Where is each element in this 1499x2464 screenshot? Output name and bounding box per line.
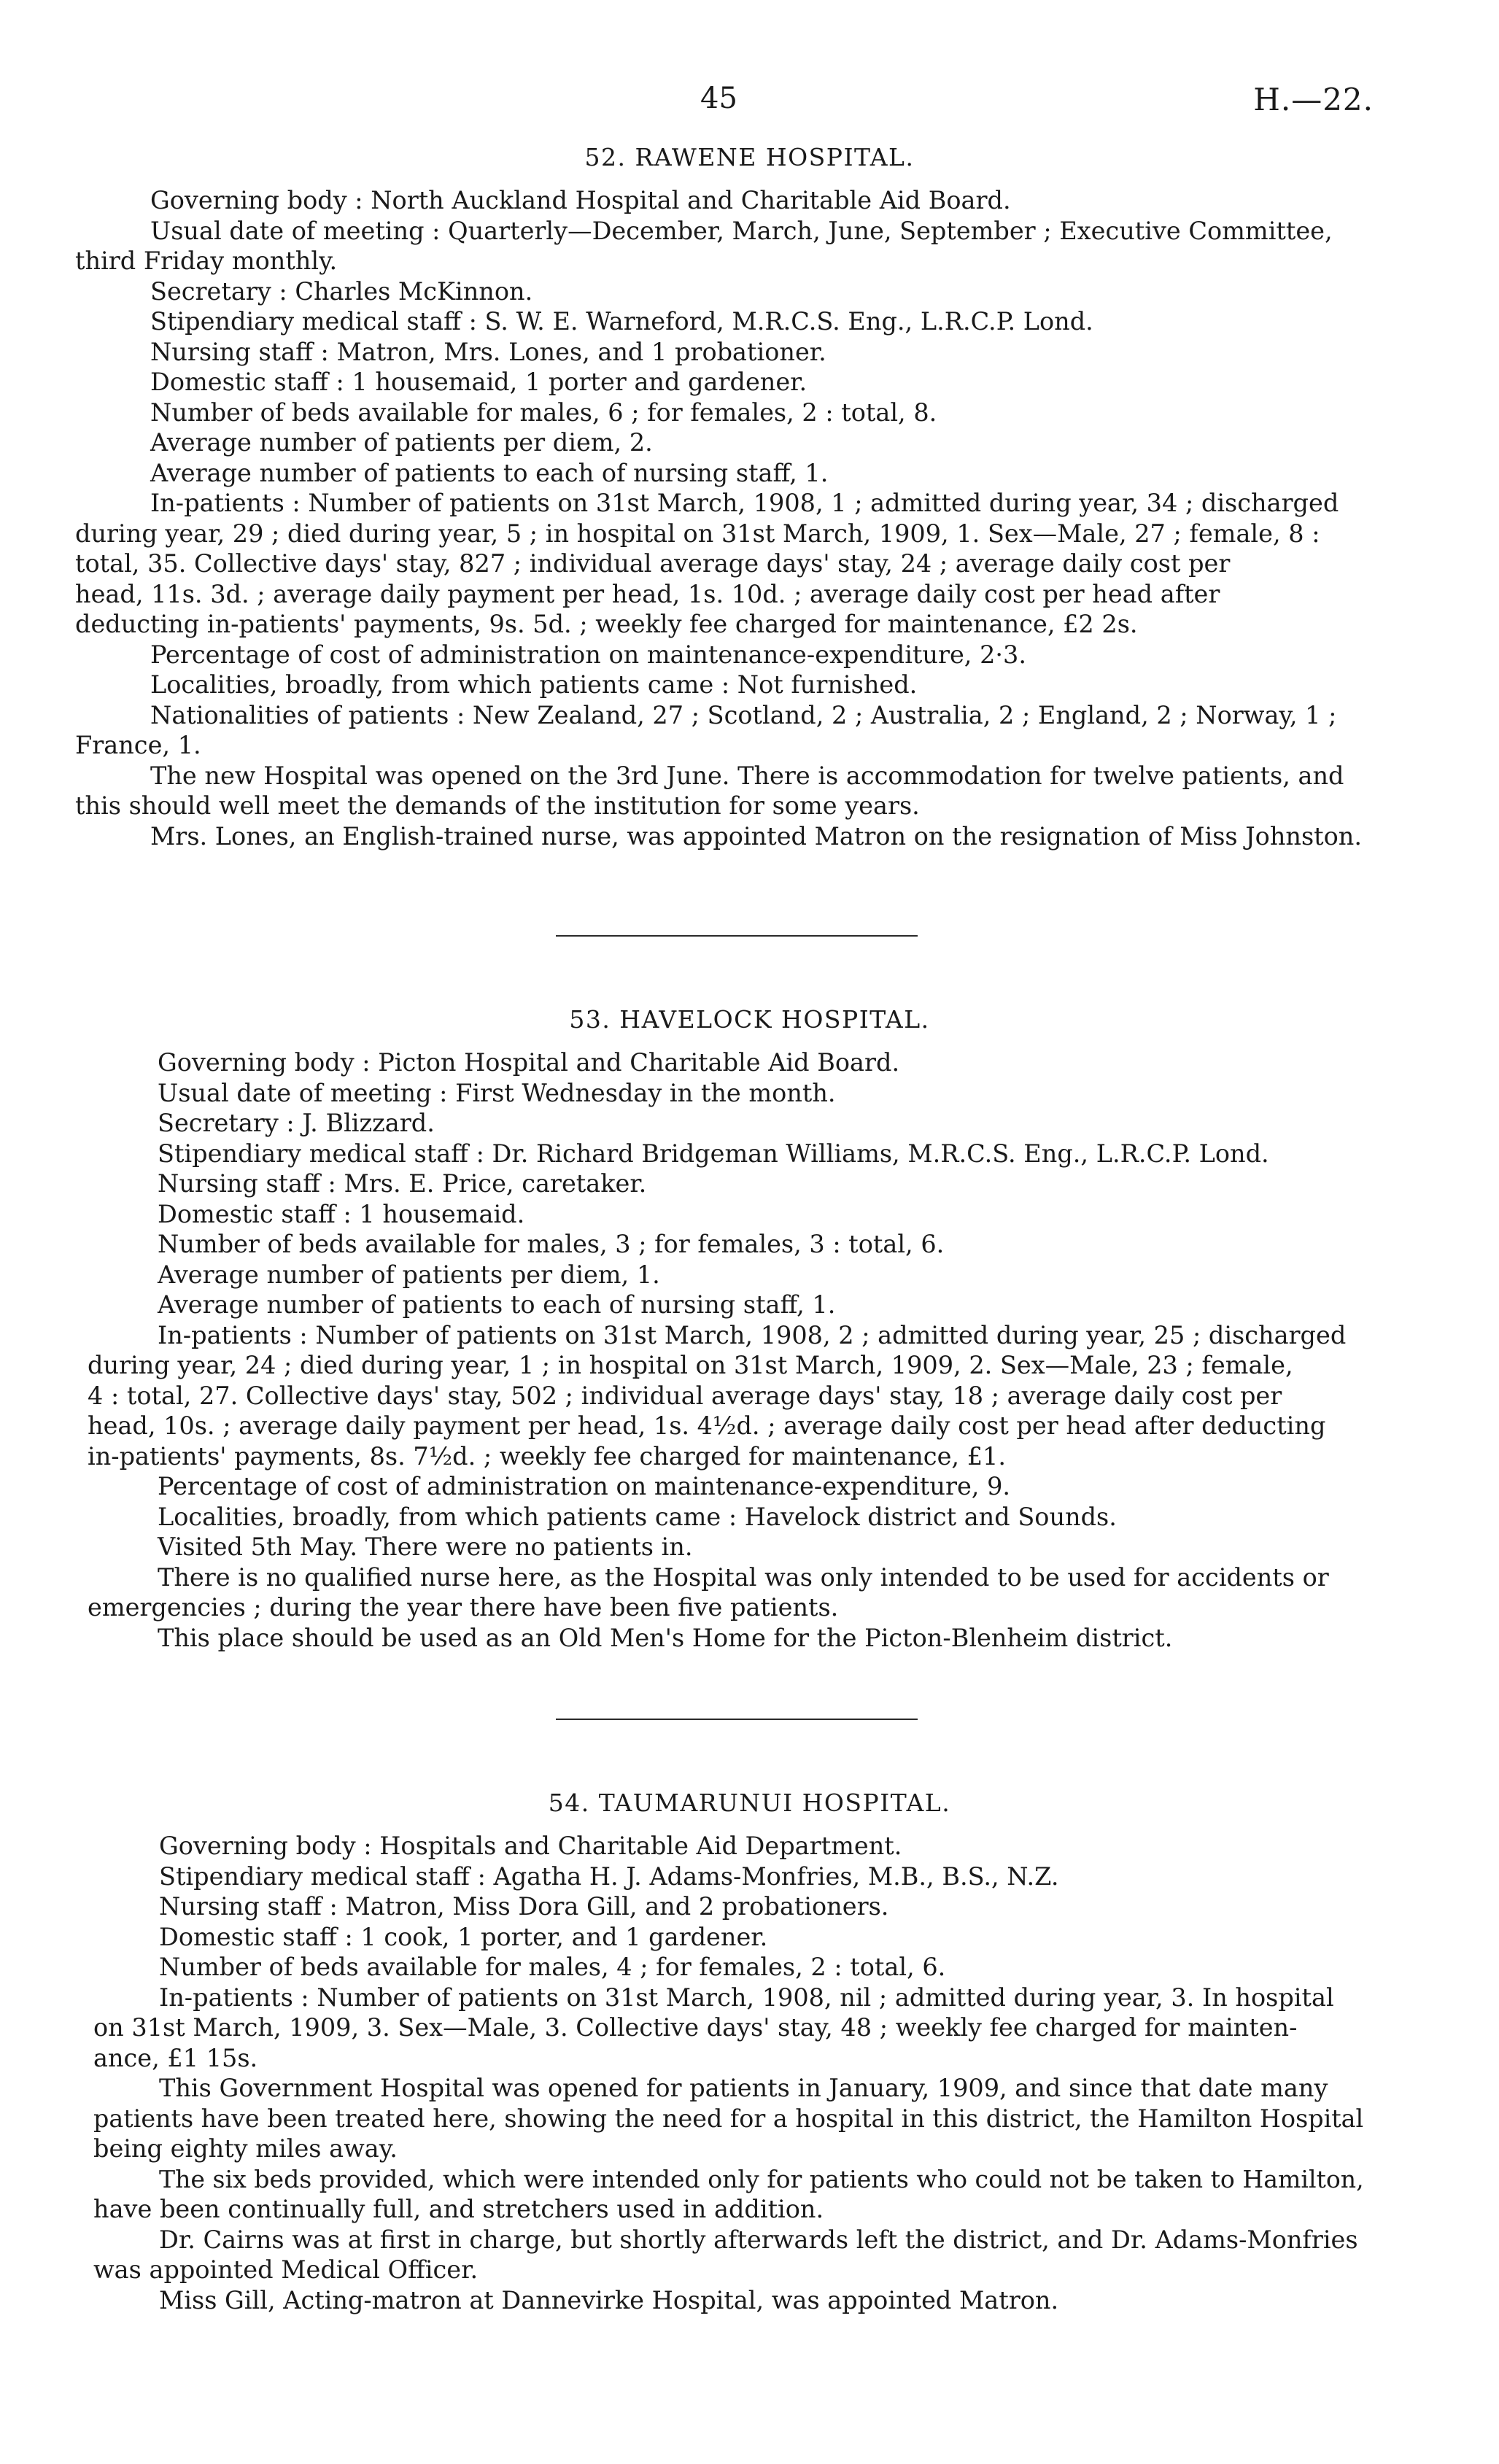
text-line: Mrs. Lones, an English-trained nurse, was appointed Matron on the resignation of Miss Johnston. xyxy=(150,821,1363,851)
text-line: Localities, broadly, from which patients came : Havelock district and Sounds. xyxy=(158,1502,1117,1531)
text-line: Visited 5th May. There were no patients in. xyxy=(158,1533,693,1561)
text-line: France, 1. xyxy=(75,731,201,759)
text-line: this should well meet the demands of the institution for some years. xyxy=(75,791,920,820)
text-line: Usual date of meeting : Quarterly—December, March, June, September ; Executive Committee, xyxy=(150,216,1333,245)
section-title: 52. RAWENE HOSPITAL. xyxy=(584,143,915,171)
page-number: 45 xyxy=(700,82,737,115)
text-line: Average number of patients to each of nursing staff, 1. xyxy=(150,458,829,487)
text-line: In-patients : Number of patients on 31st March, 1908, nil ; admitted during year, 3. In hospital xyxy=(159,1983,1334,2012)
section-body xyxy=(0,185,1499,851)
document-code: H.—22. xyxy=(1253,82,1374,117)
text-line: patients have been treated here, showing the need for a hospital in this district, the Hamilton Hospital xyxy=(93,2104,1364,2133)
text-line: Domestic staff : 1 cook, 1 porter, and 1 gardener. xyxy=(159,1922,768,1951)
text-line: Nursing staff : Matron, Miss Dora Gill, and 2 probationers. xyxy=(159,1892,889,1921)
text-line: Number of beds available for males, 6 ; for females, 2 : total, 8. xyxy=(150,398,937,427)
text-line: Percentage of cost of administration on maintenance-expenditure, 2·3. xyxy=(150,640,1027,669)
text-line: The new Hospital was opened on the 3rd June. There is accommodation for twelve patients, and xyxy=(150,761,1344,790)
text-line: being eighty miles away. xyxy=(93,2134,398,2163)
text-line: total, 35. Collective days' stay, 827 ; individual average days' stay, 24 ; average daily cost per xyxy=(75,549,1231,578)
text-line: This Government Hospital was opened for patients in January, 1909, and since that date many xyxy=(159,2074,1328,2102)
text-line: ance, £1 15s. xyxy=(93,2043,258,2072)
section-title: 54. TAUMARUNUI HOSPITAL. xyxy=(548,1789,951,1817)
text-line: Governing body : Hospitals and Charitable Aid Department. xyxy=(159,1832,902,1860)
text-line: Domestic staff : 1 housemaid. xyxy=(158,1199,525,1228)
text-line: on 31st March, 1909, 3. Sex—Male, 3. Collective days' stay, 48 ; weekly fee charged for mainten- xyxy=(93,2013,1298,2042)
text-line: deducting in-patients' payments, 9s. 5d. ; weekly fee charged for maintenance, £2 2s. xyxy=(75,610,1138,638)
text-line: 4 : total, 27. Collective days' stay, 502 ; individual average days' stay, 18 ; average daily cost per xyxy=(88,1381,1282,1410)
text-line: third Friday monthly. xyxy=(75,247,338,275)
text-line: Percentage of cost of administration on maintenance-expenditure, 9. xyxy=(158,1472,1011,1500)
section-body xyxy=(0,1047,1499,1653)
text-line: Miss Gill, Acting-matron at Dannevirke Hospital, was appointed Matron. xyxy=(159,2285,1059,2314)
text-line: Average number of patients to each of nursing staff, 1. xyxy=(158,1290,836,1319)
section-divider xyxy=(556,1719,918,1720)
text-line: head, 10s. ; average daily payment per head, 1s. 4½d. ; average daily cost per head after deducting xyxy=(88,1411,1326,1440)
text-line: Nursing staff : Mrs. E. Price, caretaker. xyxy=(158,1169,647,1198)
section-divider xyxy=(556,935,918,937)
text-line: emergencies ; during the year there have been five patients. xyxy=(88,1593,839,1622)
text-line: Localities, broadly, from which patients came : Not furnished. xyxy=(150,670,918,699)
text-line: have been continually full, and stretchers used in addition. xyxy=(93,2195,824,2223)
text-line: Average number of patients per diem, 1. xyxy=(158,1260,660,1289)
text-line: was appointed Medical Officer. xyxy=(93,2255,479,2284)
text-line: Usual date of meeting : First Wednesday in the month. xyxy=(158,1078,836,1107)
text-line: The six beds provided, which were intended only for patients who could not be taken to Hamilton, xyxy=(159,2164,1364,2193)
text-line: Nursing staff : Matron, Mrs. Lones, and 1 probationer. xyxy=(150,337,826,366)
text-line: Average number of patients per diem, 2. xyxy=(150,428,653,457)
text-line: Stipendiary medical staff : Agatha H. J. Adams-Monfries, M.B., B.S., N.Z. xyxy=(159,1861,1059,1891)
text-line: In-patients : Number of patients on 31st March, 1908, 1 ; admitted during year, 34 ; discharged xyxy=(150,489,1339,517)
text-line: There is no qualified nurse here, as the Hospital was only intended to be used for accidents or xyxy=(158,1562,1329,1592)
section-title: 53. HAVELOCK HOSPITAL. xyxy=(569,1005,930,1034)
text-line: In-patients : Number of patients on 31st March, 1908, 2 ; admitted during year, 25 ; discharged xyxy=(158,1320,1347,1349)
section-body xyxy=(0,1831,1499,2315)
text-line: Governing body : North Auckland Hospital and Charitable Aid Board. xyxy=(150,186,1011,214)
page-header xyxy=(0,82,1499,125)
text-line: during year, 24 ; died during year, 1 ; in hospital on 31st March, 1909, 2. Sex—Male, 23 ; female, xyxy=(88,1351,1293,1379)
text-line: Stipendiary medical staff : Dr. Richard Bridgeman Williams, M.R.C.S. Eng., L.R.C.P. Lond. xyxy=(158,1139,1269,1168)
text-line: Dr. Cairns was at first in charge, but shortly afterwards left the district, and Dr. Adams-Monfries xyxy=(159,2225,1358,2254)
text-line: This place should be used as an Old Men's Home for the Picton-Blenheim district. xyxy=(158,1623,1173,1652)
text-line: Stipendiary medical staff : S. W. E. Warneford, M.R.C.S. Eng., L.R.C.P. Lond. xyxy=(150,307,1093,336)
text-line: Domestic staff : 1 housemaid, 1 porter and gardener. xyxy=(150,368,807,396)
text-line: Governing body : Picton Hospital and Charitable Aid Board. xyxy=(158,1048,900,1077)
text-line: Nationalities of patients : New Zealand, 27 ; Scotland, 2 ; Australia, 2 ; England, 2 ; Norway, 1 ; xyxy=(150,700,1337,729)
text-line: Secretary : Charles McKinnon. xyxy=(150,276,533,306)
text-line: Number of beds available for males, 4 ; for females, 2 : total, 6. xyxy=(159,1953,946,1981)
text-line: Number of beds available for males, 3 ; for females, 3 : total, 6. xyxy=(158,1230,945,1258)
text-line: during year, 29 ; died during year, 5 ; in hospital on 31st March, 1909, 1. Sex—Male, 27 ; female, 8 : xyxy=(75,519,1320,548)
text-line: Secretary : J. Blizzard. xyxy=(158,1109,435,1137)
text-line: head, 11s. 3d. ; average daily payment per head, 1s. 10d. ; average daily cost per head after xyxy=(75,579,1220,608)
text-line: in-patients' payments, 8s. 7½d. ; weekly fee charged for maintenance, £1. xyxy=(88,1441,1006,1471)
